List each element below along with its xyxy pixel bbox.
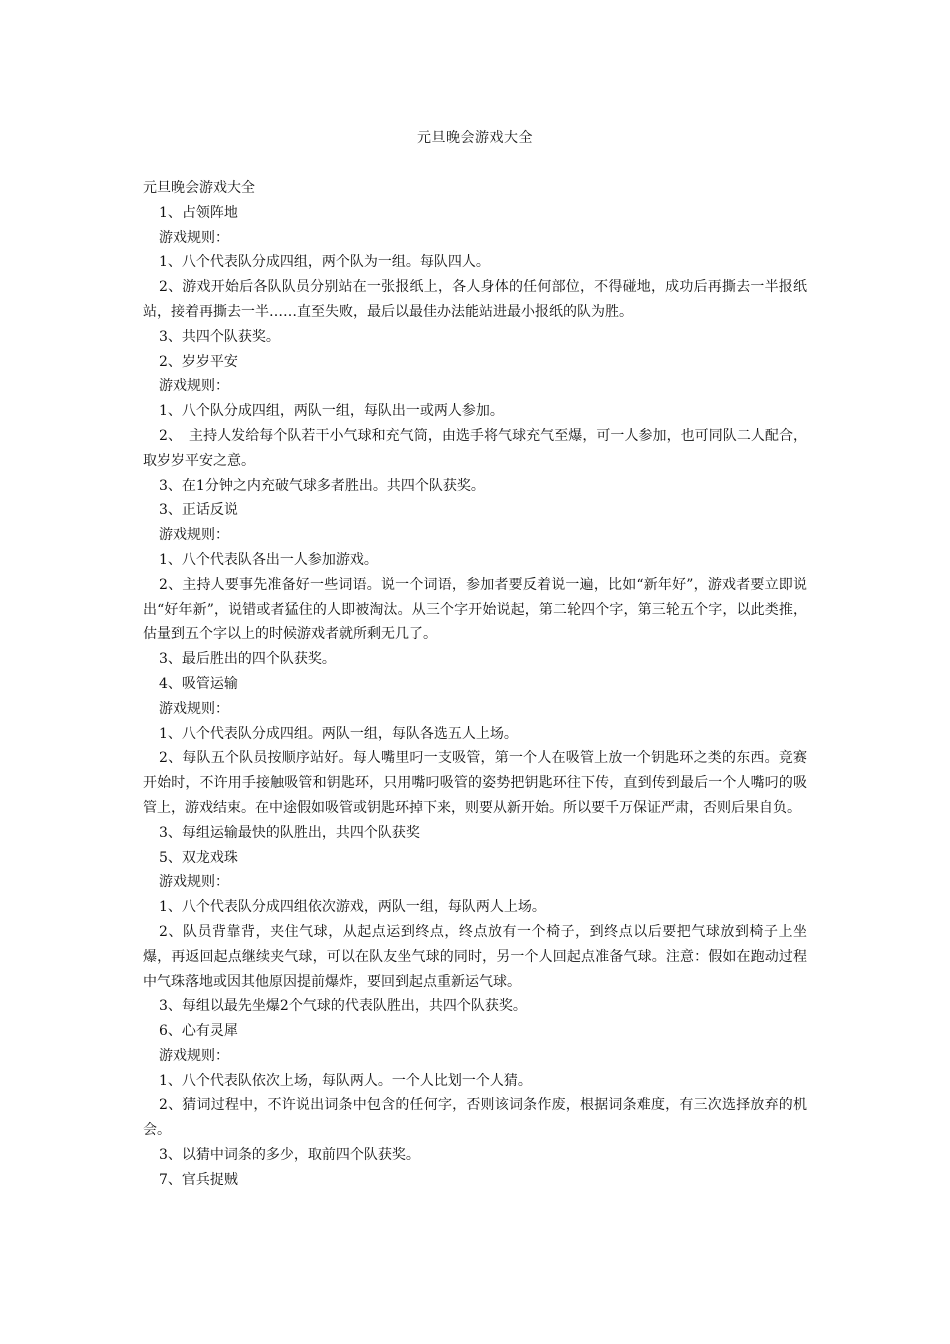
paragraph: 3、在1分钟之内充破气球多者胜出。共四个队获奖。 <box>159 477 485 494</box>
paragraph: 元旦晚会游戏大全 <box>143 180 255 196</box>
paragraph: 3、每组以最先坐爆2个气球的代表队胜出，共四个队获奖。 <box>159 998 527 1015</box>
paragraph: 1、八个代表队分成四组。两队一组，每队各选五人上场。 <box>159 725 518 742</box>
paragraph: 1、占领阵地 <box>159 204 238 221</box>
paragraph: 4、吸管运输 <box>159 675 238 692</box>
document-body <box>143 176 807 1193</box>
document-title: 元旦晚会游戏大全 <box>417 130 533 146</box>
paragraph: 游戏规则： <box>159 229 229 246</box>
paragraph: 游戏规则： <box>159 700 229 717</box>
paragraph: 游戏规则： <box>159 874 229 891</box>
paragraph: 3、以猜中词条的多少，取前四个队获奖。 <box>159 1147 420 1164</box>
paragraph: 1、八个代表队分成四组依次游戏，两队一组，每队两人上场。 <box>159 899 546 916</box>
paragraph: 游戏规则： <box>159 527 229 544</box>
paragraph: 2、游戏开始后各队队员分别站在一张报纸上，各人身体的任何部位，不得碰地，成功后再撕去一半报纸站，接着再撕去一半……直至失败，最后以最佳办法能站进最小报纸的队为胜。 <box>143 279 807 320</box>
paragraph: 3、每组运输最快的队胜出，共四个队获奖 <box>159 824 420 841</box>
paragraph: 5、双龙戏珠 <box>159 849 238 866</box>
paragraph: 3、正话反说 <box>159 502 238 519</box>
paragraph: 3、共四个队获奖。 <box>159 328 280 345</box>
paragraph: 2、 主持人发给每个队若干小气球和充气筒，由选手将气球充气至爆，可一人参加，也可同队二人配合，取岁岁平安之意。 <box>143 427 807 469</box>
paragraph: 2、每队五个队员按顺序站好。每人嘴里叼一支吸管，第一个人在吸管上放一个钥匙环之类的东西。竞赛开始时，不许用手接触吸管和钥匙环，只用嘴叼吸管的姿势把钥匙环往下传，直到传到最后一个人嘴叼的吸管上，游戏结束。在中途假如吸管或钥匙环掉下来，则要从新开始。所以要千万保证严肃，否则后果自负。 <box>143 750 807 816</box>
paragraph: 1、八个代表队各出一人参加游戏。 <box>159 551 378 568</box>
paragraph: 2、主持人要事先准备好一些词语。说一个词语，参加者要反着说一遍，比如“新年好”，游戏者要立即说出“好年新”，说错或者猛住的人即被淘汰。从三个字开始说起，第二轮四个字，第三轮五个字，以此类推，估量到五个字以上的时候游戏者就所剩无几了。 <box>143 576 807 643</box>
paragraph: 1、八个队分成四组，两队一组，每队出一或两人参加。 <box>159 403 504 420</box>
paragraph: 2、岁岁平安 <box>159 353 238 370</box>
paragraph: 1、八个代表队分成四组，两个队为一组。每队四人。 <box>159 254 490 271</box>
paragraph: 2、猜词过程中，不许说出词条中包含的任何字，否则该词条作废，根据词条难度，有三次选择放弃的机会。 <box>143 1097 807 1139</box>
paragraph: 游戏规则： <box>159 1047 229 1064</box>
paragraph: 7、官兵捉贼 <box>159 1171 238 1188</box>
paragraph: 游戏规则： <box>159 378 229 395</box>
paragraph: 2、队员背靠背，夹住气球，从起点运到终点，终点放有一个椅子，到终点以后要把气球放到椅子上坐爆，再返回起点继续夹气球，可以在队友坐气球的同时，另一个人回起点准备气球。注意：假如在跑动过程中气珠落地或因其他原因提前爆炸，要回到起点重新运气球。 <box>143 923 807 990</box>
paragraph: 6、心有灵犀 <box>159 1023 238 1040</box>
paragraph: 3、最后胜出的四个队获奖。 <box>159 651 336 668</box>
paragraph: 1、八个代表队依次上场，每队两人。一个人比划一个人猜。 <box>159 1072 532 1089</box>
